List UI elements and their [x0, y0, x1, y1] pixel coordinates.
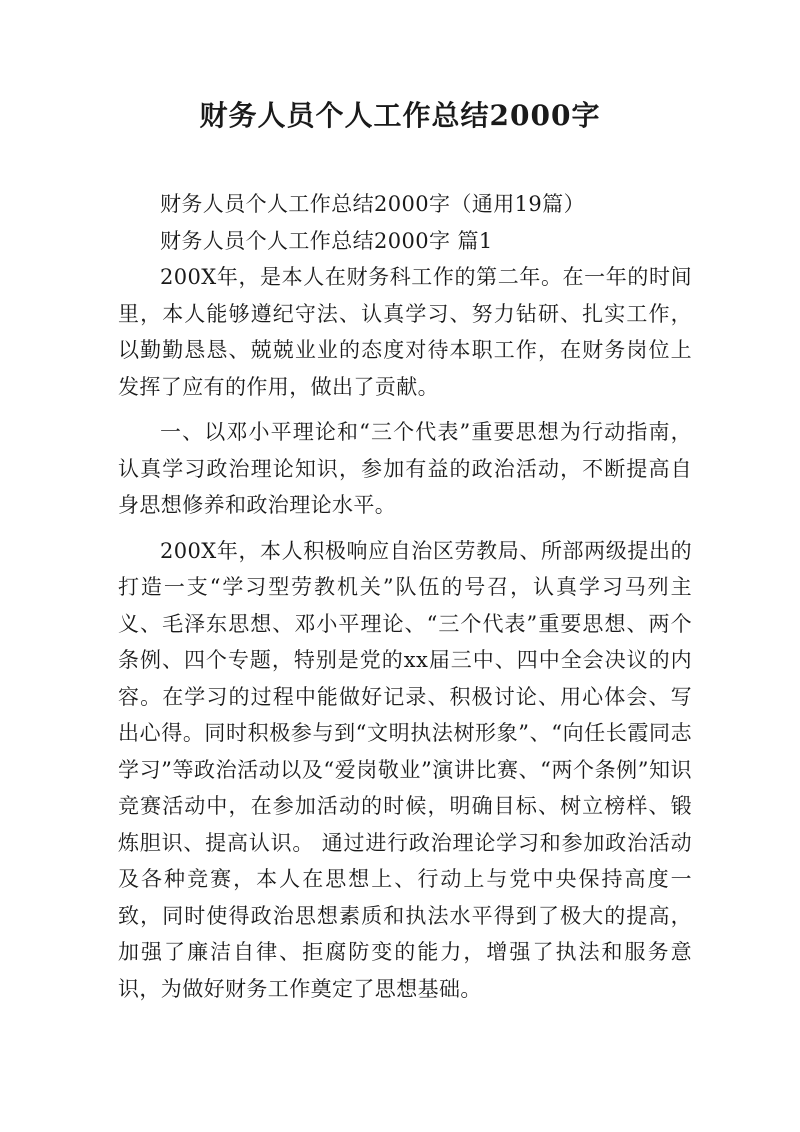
body-paragraph: 200X年，是本人在财务科工作的第二年。在一年的时间里，本人能够遵纪守法、认真学习、努力钻研、扎实工作，以勤勤恳恳、兢兢业业的态度对待本职工作，在财务岗位上发挥了应有的作用，做出了贡献。: [118, 265, 692, 399]
document-body: [118, 186, 692, 1007]
section-heading-paragraph: 财务人员个人工作总结2000字 篇1: [160, 228, 493, 253]
body-paragraph: 一、以邓小平理论和“三个代表”重要思想为行动指南，认真学习政治理论知识，参加有益的政治活动，不断提高自身思想修养和政治理论水平。: [118, 420, 692, 517]
subtitle-paragraph: 财务人员个人工作总结2000字（通用19篇）: [160, 192, 585, 216]
body-paragraph: 200X年，本人积极响应自治区劳教局、所部两级提出的打造一支“学习型劳教机关”队伍的号召，认真学习马列主义、毛泽东思想、邓小平理论、“三个代表”重要思想、两个条例、四个专题，特别是党的xx届三中、四中全会决议的内容。在学习的过程中能做好记录、积极讨论、用心体会、写出心得。同时积极参与到“文明执法树形象”、“向任长霞同志学习”等政治活动以及“爱岗敬业”演讲比赛、“两个条例”知识竞赛活动中，在参加活动的时候，明确目标、树立榜样、锻炼胆识、提高认识。 通过进行政治理论学习和参加政治活动及各种竞赛，本人在思想上、行动上与党中央保持高度一致，同时使得政治思想素质和执法水平得到了极大的提高，加强了廉洁自律、拒腐防变的能力，增强了执法和服务意识，为做好财务工作奠定了思想基础。: [118, 538, 692, 1001]
document-title: 财务人员个人工作总结2000字: [199, 99, 601, 132]
